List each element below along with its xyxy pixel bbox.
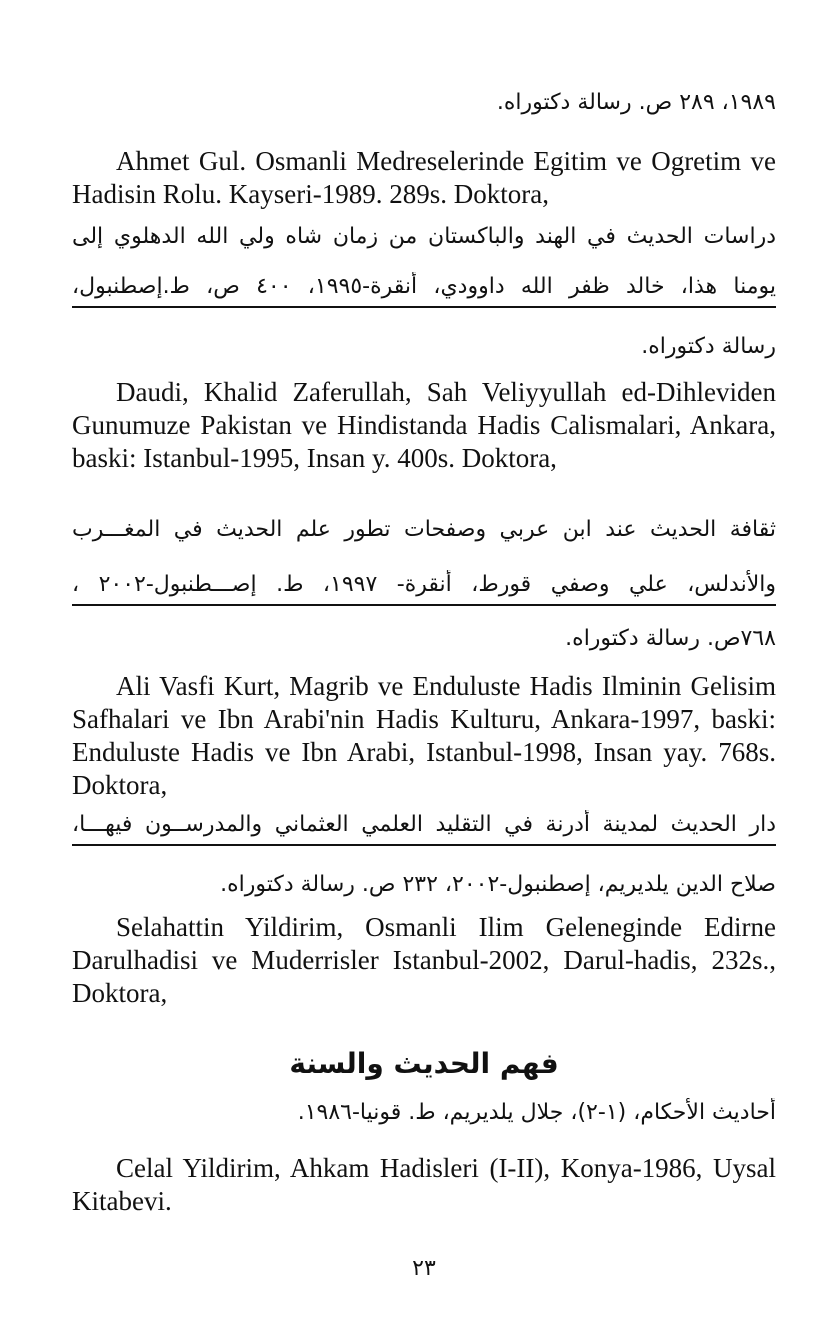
page-number: ٢٣: [412, 1256, 436, 1281]
arabic-title-line: ثقافة الحديث عند ابن عربي وصفحات تطور علم الحديث في المغـــرب: [72, 517, 776, 542]
latin-citation: Daudi, Khalid Zaferullah, Sah Veliyyullah ed-Dihleviden Gunumuze Pakistan ve Hindistanda Hadis Calismalari, Ankara, baski: Istanbul-1995, Insan y. 400s. Doktora,: [72, 377, 776, 473]
arabic-title-line: يومنا هذا، خالد ظفر الله داوودي، أنقرة-١٩٩٥، ٤٠٠ ص، ط.إصطنبول،: [72, 272, 776, 308]
arabic-title-line: دراسات الحديث في الهند والباكستان من زمان شاه ولي الله الدهلوي إلى: [72, 224, 776, 249]
arabic-citation-line: ٧٦٨ص. رسالة دكتوراه.: [565, 626, 776, 651]
section-heading: فهم الحديث والسنة: [289, 1047, 559, 1080]
arabic-title-line: والأندلس، علي وصفي قورط، أنقرة- ١٩٩٧، ط. إصـــطنبول-٢٠٠٢ ،: [72, 570, 776, 606]
latin-citation: Ahmet Gul. Osmanli Medreselerinde Egitim ve Ogretim ve Hadisin Rolu. Kayseri-1989. 289s. Doktora,: [72, 146, 776, 209]
arabic-citation-line: رسالة دكتوراه.: [641, 334, 776, 359]
arabic-title-line: دار الحديث لمدينة أدرنة في التقليد العلمي العثماني والمدرســون فيهـــا،: [72, 810, 776, 846]
arabic-citation-line: أحاديث الأحكام، (١-٢)، جلال يلديريم، ط. قونيا-١٩٨٦.: [297, 1100, 776, 1125]
latin-citation: Ali Vasfi Kurt, Magrib ve Enduluste Hadis Ilminin Gelisim Safhalari ve Ibn Arabi'nin Hadis Kulturu, Ankara-1997, baski: Enduluste Hadis ve Ibn Arabi, Istanbul-1998, Insan yay. 768s. Doktora,: [72, 671, 776, 800]
latin-citation: Celal Yildirim, Ahkam Hadisleri (I-II), Konya-1986, Uysal Kitabevi.: [72, 1153, 776, 1216]
arabic-citation-line: صلاح الدين يلديريم، إصطنبول-٢٠٠٢، ٢٣٢ ص. رسالة دكتوراه.: [220, 872, 776, 897]
book-page: [72, 0, 776, 1328]
latin-citation: Selahattin Yildirim, Osmanli Ilim Geleneginde Edirne Darulhadisi ve Muderrisler Istanbul-2002, Darul-hadis, 232s., Doktora,: [72, 912, 776, 1008]
arabic-citation-line: ١٩٨٩، ٢٨٩ ص. رسالة دكتوراه.: [496, 90, 776, 115]
